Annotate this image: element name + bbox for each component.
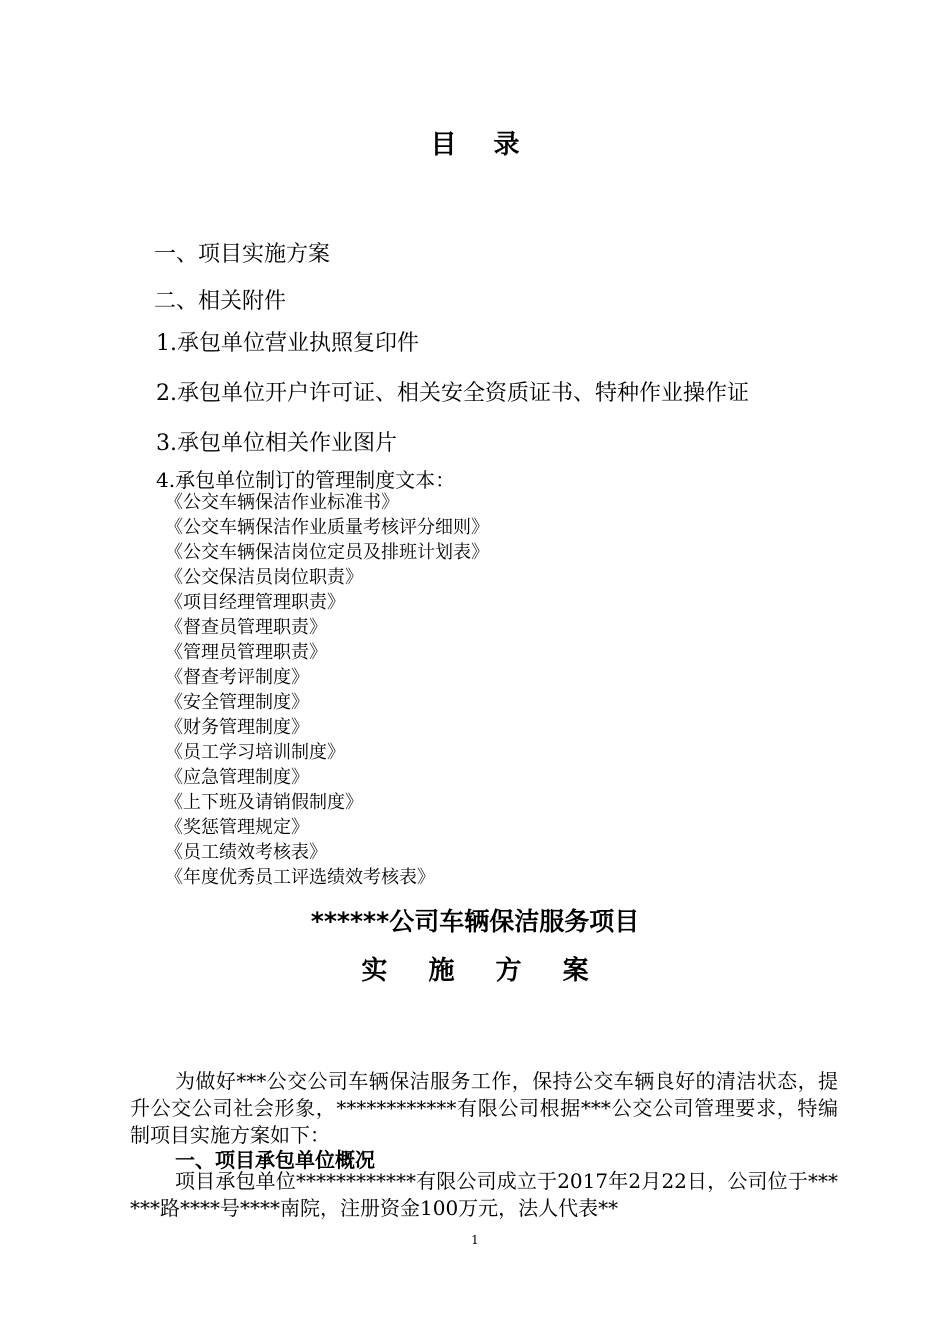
list-item: 《上下班及请销假制度》 [165, 792, 363, 813]
project-title: ******公司车辆保洁服务项目 [310, 907, 640, 936]
list-item: 《财务管理制度》 [165, 717, 309, 738]
list-item: 《年度优秀员工评选绩效考核表》 [165, 867, 435, 888]
list-item: 《公交保洁员岗位职责》 [165, 567, 363, 588]
document-list [165, 490, 489, 890]
list-item: 《项目经理管理职责》 [165, 592, 345, 613]
list-item: 《公交车辆保洁作业标准书》 [165, 492, 399, 513]
toc-item-1: 1.承包单位营业执照复印件 [156, 331, 419, 356]
list-item: 《应急管理制度》 [165, 767, 309, 788]
list-item: 《公交车辆保洁岗位定员及排班计划表》 [165, 542, 489, 563]
list-item: 《督查考评制度》 [165, 667, 309, 688]
toc-title: 目 录 [430, 130, 534, 160]
plan-subtitle: 实 施 方 案 [361, 956, 605, 986]
page-number: 1 [471, 1233, 479, 1247]
list-item: 《员工学习培训制度》 [165, 742, 345, 763]
toc-item-3: 3.承包单位相关作业图片 [156, 431, 397, 456]
intro-paragraph: 为做好***公交公司车辆保洁服务工作，保持公交车辆良好的清洁状态，提升公交公司社会形象，************有限公司根据***公交公司管理要求，特编制项目实施方案如下： [130, 1069, 838, 1147]
toc-section-1: 一、项目实施方案 [154, 242, 331, 267]
list-item: 《安全管理制度》 [165, 692, 309, 713]
section-heading: 一、项目承包单位概况 [175, 1148, 375, 1172]
list-item: 《管理员管理职责》 [165, 642, 327, 663]
company-overview-paragraph: 项目承包单位************有限公司成立于2017年2月22日，公司位于******路****号****南院，注册资金100万元，法人代表** [130, 1169, 838, 1220]
list-item: 《公交车辆保洁作业质量考核评分细则》 [165, 517, 489, 538]
toc-item-2: 2.承包单位开户许可证、相关安全资质证书、特种作业操作证 [156, 381, 749, 406]
list-item: 《员工绩效考核表》 [165, 842, 327, 863]
list-item: 《督查员管理职责》 [165, 617, 327, 638]
toc-section-2: 二、相关附件 [154, 289, 287, 314]
toc-item-4: 4.承包单位制订的管理制度文本： [156, 468, 456, 492]
list-item: 《奖惩管理规定》 [165, 817, 309, 838]
